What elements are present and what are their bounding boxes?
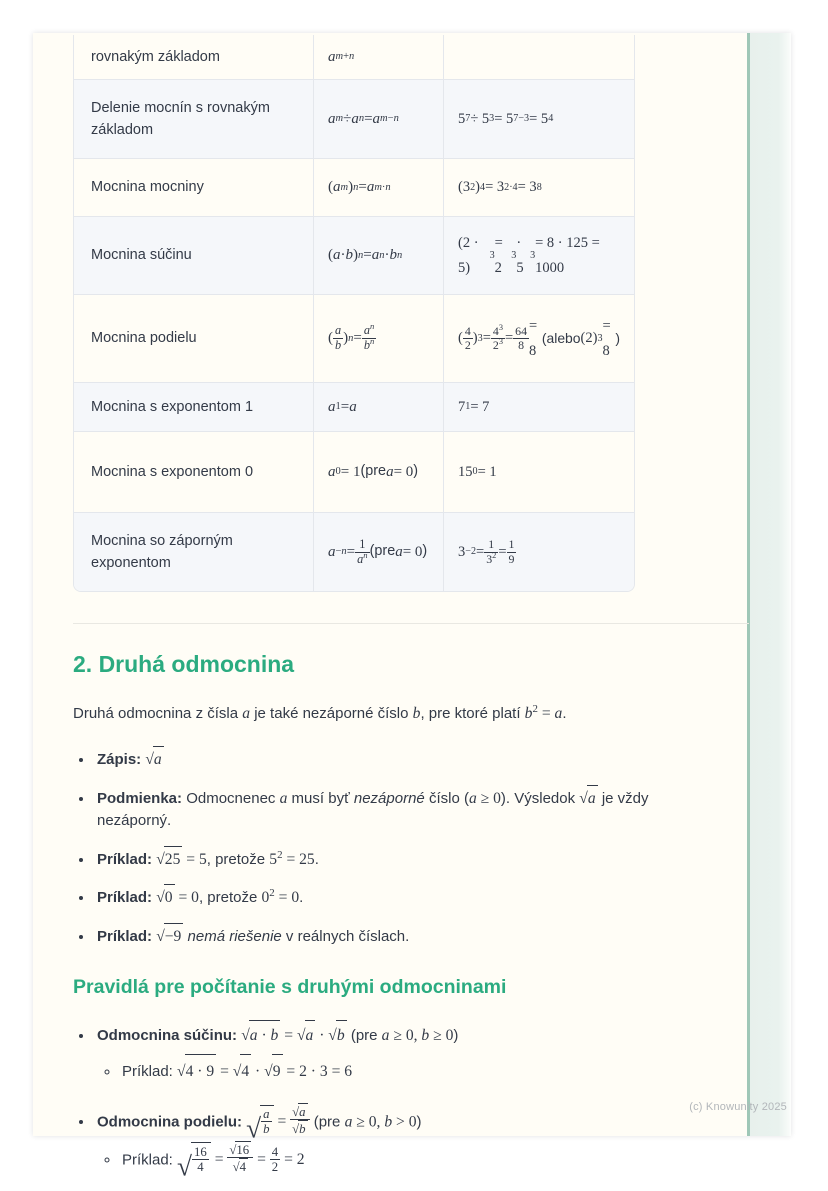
cell-formula: a 1 = a — [313, 383, 443, 431]
rule-item — [94, 1103, 734, 1182]
section-heading: 2. Druhá odmocnina — [73, 651, 295, 677]
rule-example-item: ◦ Príklad: √4 · 9 = √4 · √9 = 2 · 3 = 6 — [120, 1054, 734, 1087]
cell-example: (3 2 ) 4 = 3 2·4 = 3 8 — [443, 159, 634, 216]
cell-formula: ( a m ) n = a m·n — [313, 159, 443, 216]
cell-rule-name: Mocnina s exponentom 1 — [91, 398, 254, 415]
cell-rule-name: rovnakým základom — [91, 48, 220, 65]
list-item: • Príklad: √0 = 0, pretože $0^2 = 0$. — [94, 884, 724, 910]
page-content — [73, 33, 749, 1191]
rule-text: Odmocnina podielu: √ $\frac{a}{b}$ = $\frac{√a}{√b}$ (pre a ≥ 0, b > 0) — [97, 1104, 422, 1144]
subsection-heading: Pravidlá pre počítanie s druhými odmocninami — [73, 976, 507, 999]
copyright-note: (c) Knowunity 2025 — [689, 1101, 787, 1113]
cell-formula: a 0 = 1 (pre a = 0 ) — [313, 432, 443, 512]
cell-example: ( 4 2 ) 3 = $4^3$ $2^3$ = 64 8 = 8 (alebo (2) 3 = 8 ) — [443, 295, 634, 382]
table-row — [74, 382, 634, 431]
section-divider — [73, 623, 749, 624]
table-row — [74, 158, 634, 216]
rule-example-item: ◦ Príklad: √ $\frac{16}{4}$ = $\frac{√16}{√4}$ = $\frac{4}{2}$ = 2 — [120, 1141, 734, 1175]
cell-formula: ( a · b ) n = a n · b n — [313, 217, 443, 294]
intro-paragraph: Druhá odmocnina z čísla a je také nezáporné číslo b, pre ktoré platí $b^2 = a$. — [73, 702, 567, 722]
rules-bullet-list — [73, 1020, 734, 1182]
cell-formula: a −n = 1 $a^n$ (pre a = 0 ) — [313, 513, 443, 591]
list-item: • Zápis: √a — [94, 746, 724, 772]
cell-example: 7 1 = 7 — [443, 383, 634, 431]
list-item: • Príklad: √−9 nemá riešenie v reálnych číslach. — [94, 923, 724, 949]
document-page — [33, 33, 791, 1182]
powers-rules-table — [73, 35, 635, 592]
rule-example-sublist — [97, 1141, 734, 1182]
table-row — [74, 512, 634, 591]
cell-rule-name: Delenie mocnín s rovnakým základom — [91, 99, 270, 138]
cell-rule-name: Mocnina so záporným exponentom — [91, 532, 233, 571]
cell-example: (2 · 5) 3 = 2 3 · 5 3 = 8 · 125 = 1000 — [443, 217, 634, 294]
cell-rule-name: Mocnina súčinu — [91, 247, 192, 264]
rule-text: Odmocnina súčinu: √a · b = √a · √b (pre a ≥ 0, b ≥ 0) — [97, 1027, 458, 1044]
rule-example-sublist — [97, 1054, 734, 1087]
cell-example — [443, 35, 634, 79]
cell-formula: a m ÷ a n = a m−n — [313, 80, 443, 158]
definition-bullet-list — [73, 746, 724, 948]
table-row — [74, 294, 634, 382]
table-row — [74, 35, 634, 79]
table-row — [74, 79, 634, 158]
cell-formula: a m+n — [313, 35, 443, 79]
cell-example: 5 7 ÷ 5 3 = 5 7−3 = 5 4 — [443, 80, 634, 158]
table-row — [74, 431, 634, 512]
cell-example: 3 −2 = 1 $3^2$ = 1 9 — [443, 513, 634, 591]
list-item: • Príklad: √25 = 5, pretože $5^2 = 25$. — [94, 846, 724, 872]
cell-rule-name: Mocnina s exponentom 0 — [91, 463, 254, 480]
cell-formula: ( a b ) n = $a^n$ $b^n$ — [313, 295, 443, 382]
cell-rule-name: Mocnina mocniny — [91, 179, 204, 196]
page-side-accent-panel — [747, 33, 791, 1136]
cell-rule-name: Mocnina podielu — [91, 330, 197, 347]
rule-item — [94, 1020, 734, 1087]
cell-example: 15 0 = 1 — [443, 432, 634, 512]
table-row — [74, 216, 634, 294]
list-item: • Podmienka: Odmocnenec a musí byť nezáporné číslo (a ≥ 0). Výsledok √a je vždy nezáporný. — [94, 785, 724, 833]
